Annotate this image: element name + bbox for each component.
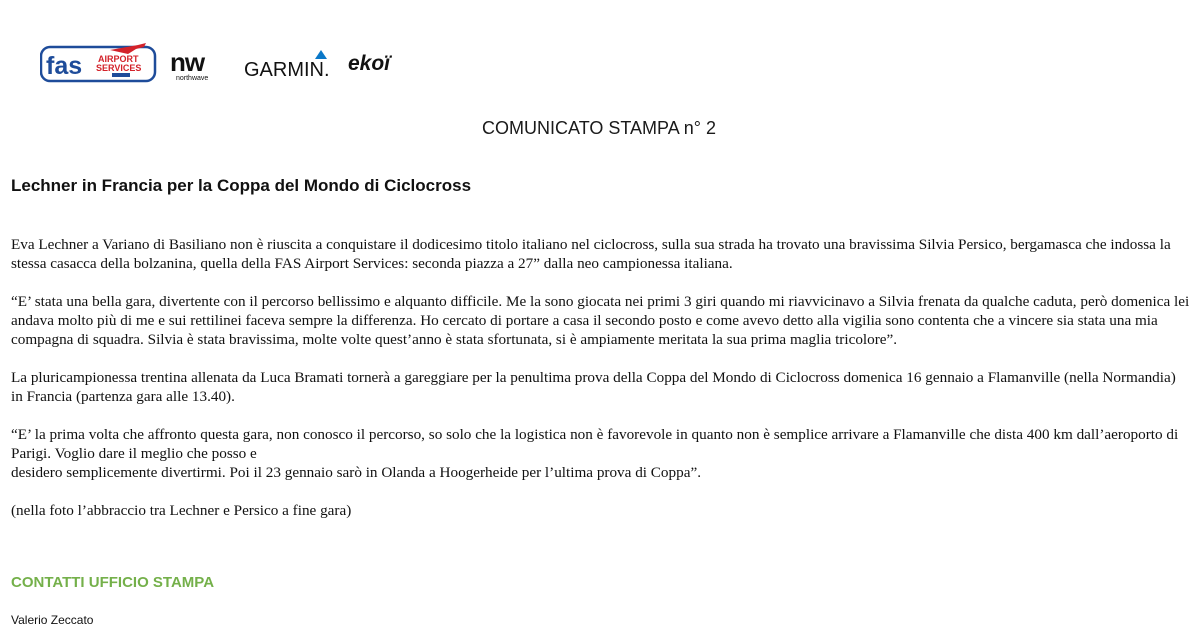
svg-text:fas: fas [46,52,83,80]
svg-text:GARMIN.: GARMIN. [244,59,330,81]
svg-text:nw: nw [170,50,205,77]
svg-text:SERVICES: SERVICES [96,63,142,73]
contacts-heading: CONTATTI UFFICIO STAMPA [11,574,215,591]
article-body [11,235,1191,539]
contact-name: Valerio Zeccato [11,613,94,627]
paragraph-quote-race: “E’ stata una bella gara, divertente con il percorso bellissimo e alquanto difficile. Me la sono giocata nei primi 3 giri quando mi riavvicinavo a Silvia frenata da qualche caduta, però domenica lei andava molto più di me e sui rettilinei faceva sempre la differenza. Ho cercato di portare a casa il secondo posto e come avevo detto alla vigilia sono contenta che a vincere sia stata una mia compagna di squadra. Silvia è stata bravissima, molte volte quest’anno è stata sfortunata, si è ampiamente meritata la sua prima maglia tricolore”. [11,293,1190,348]
paragraph-quote-flamanville [11,425,1191,482]
quote-flamanville-line2: desidero semplicemente divertirmi. Poi il 23 gennaio sarò in Olanda a Hoogerheide per l’ultima prova di Coppa”. [11,464,701,481]
paragraph-intro: Eva Lechner a Variano di Basiliano non è riuscita a conquistare il dodicesimo titolo italiano nel ciclocross, sulla sua strada ha trovato una bravissima Silvia Persico, bergamasca che indossa la stessa casacca della bolzanina, quella della FAS Airport Services: seconda piazza a 27” dalla neo campionessa italiana. [11,236,1171,272]
garmin-logo [243,46,343,82]
quote-flamanville-line1: “E’ la prima volta che affronto questa gara, non conosco il percorso, so solo che la logistica non è favorevole in quanto non è semplice arrivare a Flamanville che dista 400 km dall’aeroporto di Parigi. Voglio dare il meglio che posso e [11,426,1179,462]
paragraph-next-race: La pluricampionessa trentina allenata da Luca Bramati tornerà a gareggiare per la penultima prova della Coppa del Mondo di Ciclocross domenica 16 gennaio a Flamanville (nella Normandia) in Francia (partenza gara alle 13.40). [11,369,1176,405]
ekoi-logo [346,48,424,78]
article-headline: Lechner in Francia per la Coppa del Mondo di Ciclocross [11,176,472,195]
page-title: COMUNICATO STAMPA n° 2 [482,118,716,138]
svg-text:northwave: northwave [176,75,209,82]
photo-caption: (nella foto l’abbraccio tra Lechner e Persico a fine gara) [11,502,352,519]
northwave-logo [168,50,236,82]
svg-text:AIRPORT: AIRPORT [98,54,139,64]
svg-text:ekoï: ekoï [348,52,391,75]
fas-airport-services-logo [40,42,158,84]
